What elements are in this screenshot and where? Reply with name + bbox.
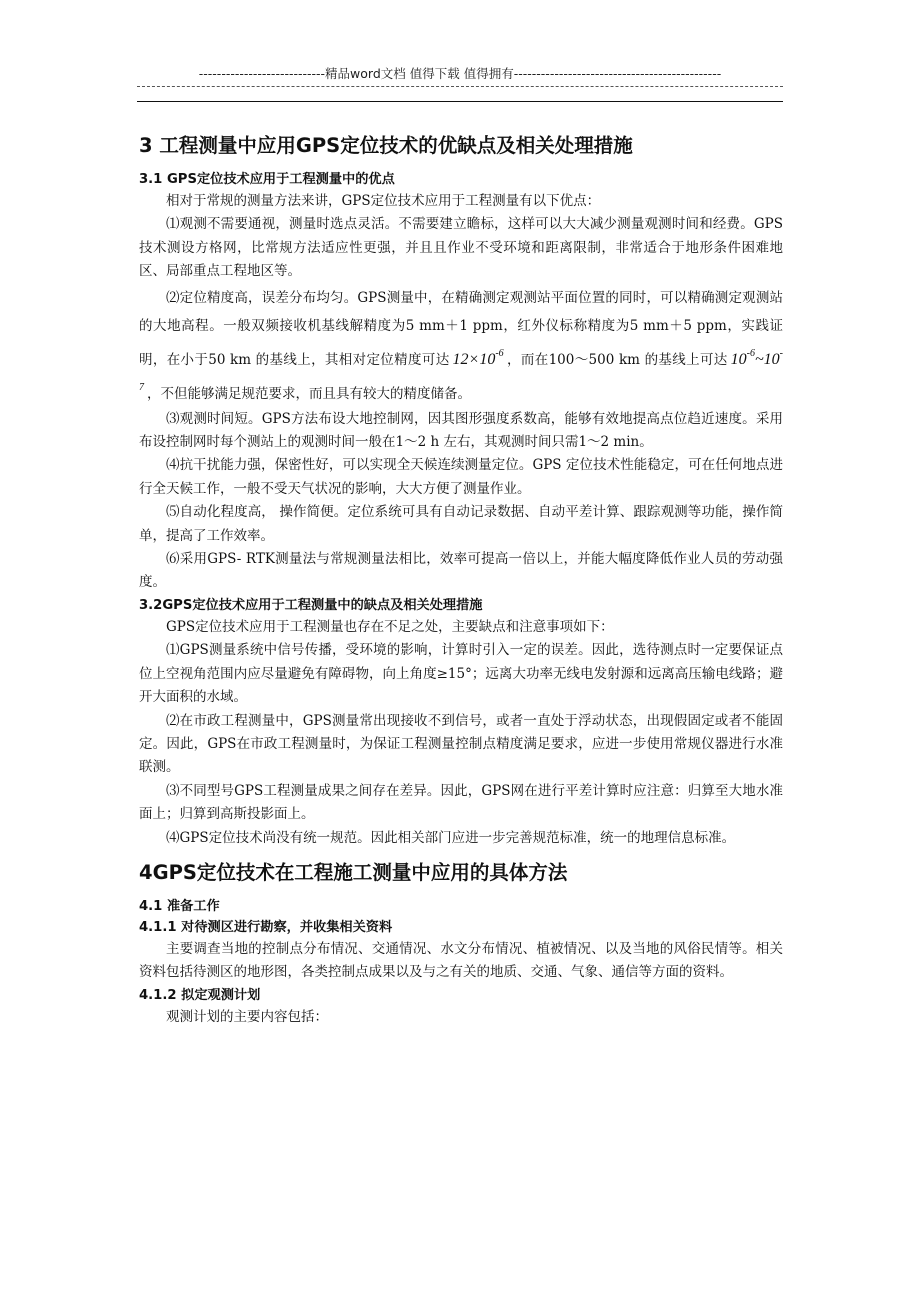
disadvantage-1: ⑴GPS测量系统中信号传播，受环境的影响，计算时引入一定的误差。因此，选待测点时一定要保证点位上空视角范围内应尽量避免有障碍物，向上角度≥15°；远离大功率无线电发射源和远离高压输电线路；避开大面积的水域。: [139, 642, 783, 706]
section-3-2-title: 3.2GPS定位技术应用于工程测量中的缺点及相关处理措施: [139, 597, 483, 613]
advantage-2-text-a: ⑵定位精度高，误差分布均匀。GPS测量中，在精确测定观测站平面位置的同时，可以精确测定观测站的大地高程。一般双频接收机基线解精度为5 mm＋1 ppm，红外仪标称精度为5 mm＋5 ppm，实践证明，在小于50 km 的基线上，其相对定位精度可达: [139, 289, 783, 368]
accuracy-formula-1: $12\times 10^{-6}$: [452, 347, 504, 368]
section-4-title: 4GPS定位技术在工程施工测量中应用的具体方法: [139, 860, 568, 884]
section-4-1-title: 4.1 准备工作: [139, 898, 220, 914]
document-body: [139, 131, 783, 1029]
advantage-1: ⑴观测不需要通视，测量时选点灵活。不需要建立瞻标，这样可以大大减少测量观测时间和经费。GPS技术测设方格网，比常规方法适应性更强，并且且作业不受环境和距离限制，非常适合于地形条件困难地区、局部重点工程地区等。: [139, 216, 783, 280]
section-3-2-intro: GPS定位技术应用于工程测量也存在不足之处，主要缺点和注意事项如下：: [166, 618, 614, 635]
section-4-1-1-title: 4.1.1 对待测区进行勘察，并收集相关资料: [139, 919, 393, 935]
page-header: ----------------------------精品word文档 值得下载 值得拥有----------------------------------------------: [198, 66, 722, 81]
section-3-title: 3 工程测量中应用GPS定位技术的优缺点及相关处理措施: [139, 134, 633, 157]
section-3-1-title: 3.1 GPS定位技术应用于工程测量中的优点: [139, 172, 395, 187]
disadvantage-2: ⑵在市政工程测量中，GPS测量常出现接收不到信号，或者一直处于浮动状态，出现假固定或者不能固定。因此，GPS在市政工程测量时，为保证工程测量控制点精度满足要求，应进一步使用常规仪器进行水准联测。: [139, 712, 783, 776]
advantage-2-text-c: ，不但能够满足规范要求，而且具有较大的精度储备。: [147, 385, 471, 402]
advantage-2: [139, 284, 783, 408]
advantage-5: ⑸自动化程度高， 操作简便。定位系统可具有自动记录数据、自动平差计算、跟踪观测等功能，操作简单，提高了工作效率。: [139, 504, 783, 544]
section-4-1-2-text: 观测计划的主要内容包括：: [166, 1008, 328, 1025]
advantage-4: ⑷抗干扰能力强，保密性好，可以实现全天候连续测量定位。GPS 定位技术性能稳定，可在任何地点进行全天候工作，一般不受天气状况的影响，大大方便了测量作业。: [139, 457, 783, 497]
advantage-2-text-b: ，而在100～500 km 的基线上可达: [506, 351, 728, 368]
advantage-6: ⑹采用GPS- RTK测量法与常规测量法相比，效率可提高一倍以上，并能大幅度降低作业人员的劳动强度。: [139, 551, 783, 591]
disadvantage-3: ⑶不同型号GPS工程测量成果之间存在差异。因此，GPS网在进行平差计算时应注意：归算至大地水准面上；归算到高斯投影面上。: [139, 782, 783, 823]
section-4-1-1-text: 主要调查当地的控制点分布情况、交通情况、水文分布情况、植被情况、以及当地的风俗民情等。相关资料包括待测区的地形图，各类控制点成果以及与之有关的地质、交通、气象、通信等方面的资料。: [139, 940, 783, 981]
header-dashed-rule: [137, 86, 783, 87]
section-3-1-intro: 相对于常规的测量方法来讲，GPS定位技术应用于工程测量有以下优点：: [166, 193, 601, 209]
accuracy-formula-2: $10^{-6}\sim 10^{-7}$: [139, 347, 783, 393]
advantage-3: ⑶观测时间短。GPS方法布设大地控制网，因其图形强度系数高，能够有效地提高点位趋近速度。采用布设控制网时每个测站上的观测时间一般在1～2 h 左右，其观测时间只需1～2 min。: [139, 410, 783, 451]
header-rule: [137, 101, 783, 102]
disadvantage-4: ⑷GPS定位技术尚没有统一规范。因此相关部门应进一步完善规范标准，统一的地理信息标准。: [166, 829, 736, 846]
section-4-1-2-title: 4.1.2 拟定观测计划: [139, 987, 261, 1003]
